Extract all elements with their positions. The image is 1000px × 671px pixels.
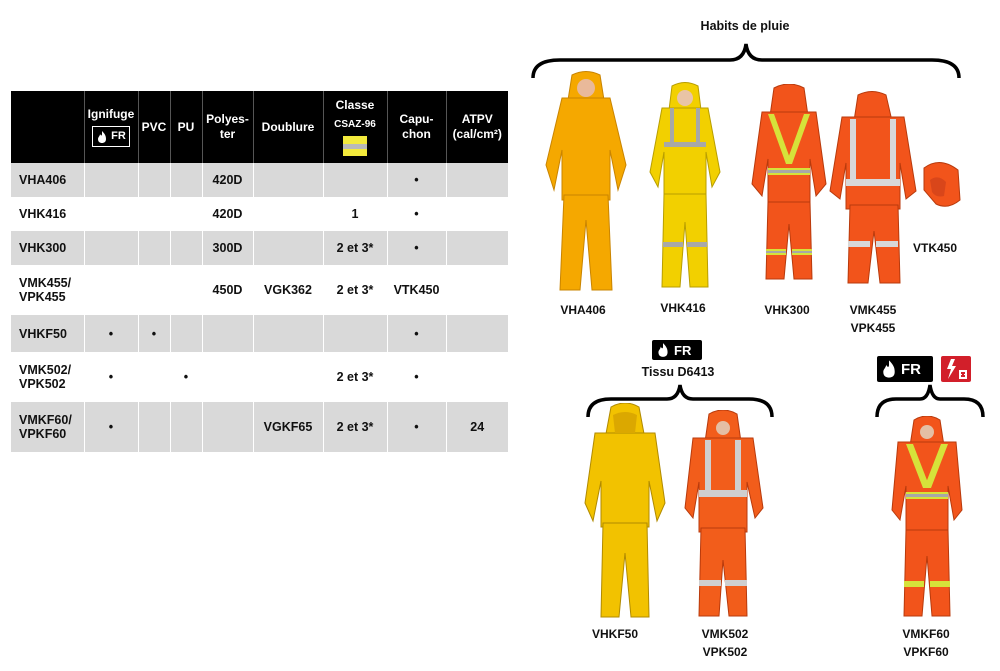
- spec-table: [11, 91, 508, 452]
- fr-badge-text: FR: [901, 360, 921, 378]
- cell-ign: [84, 163, 138, 197]
- table-row: [11, 315, 508, 352]
- cell-doub: VGK362: [253, 265, 323, 315]
- flame-icon: [655, 342, 671, 358]
- cell-poly: [202, 352, 253, 402]
- cell-classe: 2 et 3*: [323, 265, 387, 315]
- product-code: VHK300: [764, 303, 810, 317]
- ignifuge-label: Ignifuge: [87, 107, 135, 121]
- cell-pvc: [138, 352, 170, 402]
- product-label-vmk455: [838, 301, 908, 337]
- cell-atpv: 24: [446, 402, 508, 452]
- table-row: [11, 231, 508, 265]
- product-code: VHK416: [660, 301, 706, 315]
- col-header-atpv: ATPV (cal/cm²): [446, 91, 508, 163]
- col-header-classe: [323, 91, 387, 163]
- table-row: [11, 197, 508, 231]
- product-image-vmk502: [683, 410, 765, 622]
- arc-group-brace: [874, 381, 986, 421]
- flame-icon: [880, 359, 898, 379]
- cell-capu: •: [387, 197, 446, 231]
- cell-classe: 2 et 3*: [323, 402, 387, 452]
- product-image-vtk450: [918, 160, 964, 214]
- fr-badge-text: FR: [674, 342, 692, 358]
- cell-capu: •: [387, 402, 446, 452]
- rain-gear-title: Habits de pluie: [700, 19, 790, 33]
- reflective-stripe-swatch: [343, 136, 367, 156]
- cell-pvc: [138, 265, 170, 315]
- product-code-alt: VPK502: [702, 645, 748, 659]
- col-header-pvc: PVC: [138, 91, 170, 163]
- product-code-alt: VPK455: [850, 321, 896, 335]
- product-code: VHKF50: [591, 627, 638, 641]
- cell-pvc: [138, 402, 170, 452]
- cell-atpv: [446, 231, 508, 265]
- cell-doub: [253, 197, 323, 231]
- fabric-label: Tissu D6413: [641, 365, 715, 379]
- fr-flame-badge: [92, 126, 130, 147]
- product-image-vmk455: [828, 91, 918, 289]
- cell-atpv: [446, 315, 508, 352]
- cell-ign: •: [84, 315, 138, 352]
- col-header-capuchon: Capu-chon: [387, 91, 446, 163]
- cell-model: VMK502/ VPK502: [19, 363, 72, 391]
- table-header-row: [11, 91, 508, 163]
- table-body: [11, 163, 508, 452]
- product-image-vhk416: [646, 82, 724, 294]
- cell-model: VHK300: [11, 231, 84, 265]
- cell-classe: [323, 315, 387, 352]
- product-code: VHA406: [560, 303, 606, 317]
- cell-capu: •: [387, 352, 446, 402]
- cell-pu: •: [170, 352, 202, 402]
- col-header-model: [11, 91, 84, 163]
- cell-pvc: [138, 231, 170, 265]
- cell-doub: [253, 352, 323, 402]
- cell-pvc: [138, 197, 170, 231]
- product-image-vhk300: [750, 84, 828, 286]
- cell-capu: •: [387, 163, 446, 197]
- cell-model: VHKF50: [11, 315, 84, 352]
- cell-capu: •: [387, 315, 446, 352]
- cell-pu: [170, 265, 202, 315]
- col-header-doublure: Doublure: [253, 91, 323, 163]
- cell-pu: [170, 163, 202, 197]
- cell-atpv: [446, 197, 508, 231]
- col-header-ignifuge: [84, 91, 138, 163]
- cell-doub: [253, 315, 323, 352]
- cell-model: VMK455/ VPK455: [19, 276, 72, 304]
- cell-pvc: [138, 163, 170, 197]
- cell-classe: 2 et 3*: [323, 352, 387, 402]
- table-row: [11, 163, 508, 197]
- cell-classe: 1: [323, 197, 387, 231]
- cell-pu: [170, 402, 202, 452]
- fr-badge-right: [877, 356, 933, 382]
- fr-badge-middle: [652, 340, 702, 360]
- table-row: [11, 265, 508, 315]
- arc-flash-badge: [941, 356, 971, 382]
- product-label-vha406: [548, 301, 618, 319]
- cell-classe: 2 et 3*: [323, 231, 387, 265]
- cell-ign: •: [84, 352, 138, 402]
- cell-doub: [253, 163, 323, 197]
- cell-ign: [84, 197, 138, 231]
- cell-pu: [170, 315, 202, 352]
- product-code: VMK502: [701, 627, 749, 641]
- product-code: VTK450: [912, 241, 958, 255]
- product-label-vhkf50: [580, 625, 650, 643]
- cell-poly: 420D: [202, 197, 253, 231]
- cell-ign: •: [84, 402, 138, 452]
- table-row: [11, 352, 508, 402]
- cell-ign: [84, 231, 138, 265]
- product-label-vhk300: [752, 301, 822, 319]
- flame-icon: [96, 130, 108, 144]
- cell-poly: 420D: [202, 163, 253, 197]
- product-code-alt: VPKF60: [903, 645, 949, 659]
- cell-poly: [202, 315, 253, 352]
- cell-ign: [84, 265, 138, 315]
- product-image-vmkf60: [890, 416, 964, 621]
- col-header-polyester: Polyes-ter: [202, 91, 253, 163]
- arc-flash-icon: [941, 356, 971, 382]
- cell-doub: [253, 231, 323, 265]
- cell-model: VHA406: [11, 163, 84, 197]
- cell-model: VMKF60/ VPKF60: [11, 402, 84, 452]
- classe-label: Classe: [335, 98, 375, 112]
- cell-poly: 450D: [202, 265, 253, 315]
- table-row: [11, 402, 508, 452]
- product-image-vhkf50: [583, 403, 667, 623]
- cell-pu: [170, 231, 202, 265]
- col-header-pu: PU: [170, 91, 202, 163]
- csa-label: CSAZ-96: [334, 119, 376, 130]
- cell-poly: 300D: [202, 231, 253, 265]
- cell-doub: VGKF65: [253, 402, 323, 452]
- product-label-vmk502: [690, 625, 760, 661]
- product-label-vmkf60: [891, 625, 961, 661]
- product-image-vha406: [540, 70, 632, 295]
- cell-poly: [202, 402, 253, 452]
- cell-capu: •: [387, 231, 446, 265]
- cell-pvc: •: [138, 315, 170, 352]
- cell-atpv: [446, 265, 508, 315]
- product-label-vtk450: [900, 239, 970, 257]
- product-label-vhk416: [648, 299, 718, 317]
- cell-atpv: [446, 163, 508, 197]
- cell-capu: VTK450: [387, 265, 446, 315]
- cell-atpv: [446, 352, 508, 402]
- cell-pu: [170, 197, 202, 231]
- cell-classe: [323, 163, 387, 197]
- product-code: VMKF60: [902, 627, 950, 641]
- product-code: VMK455: [849, 303, 897, 317]
- fr-badge-text: FR: [111, 130, 126, 142]
- cell-model: VHK416: [19, 207, 67, 221]
